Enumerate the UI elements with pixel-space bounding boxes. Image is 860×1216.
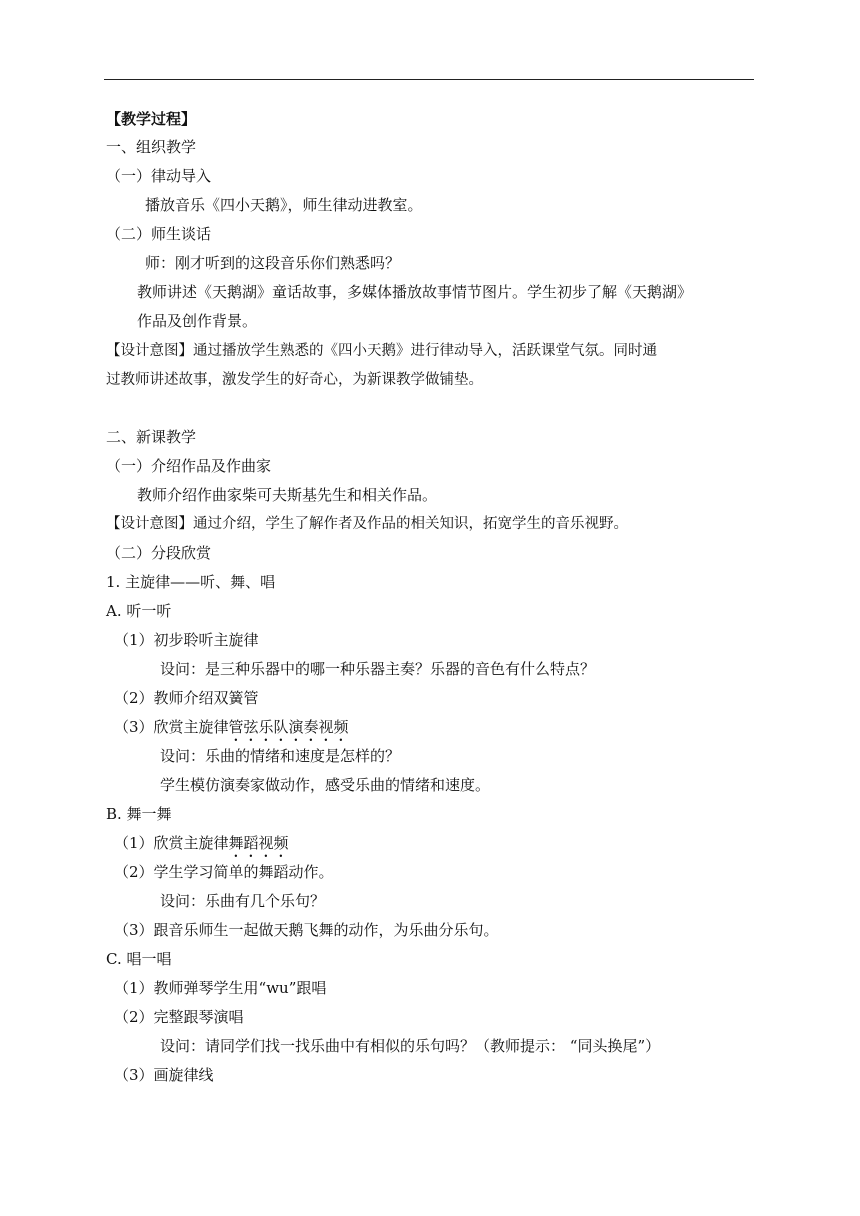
list-item: A. 听一听 (106, 602, 172, 620)
paragraph: 作品及创作背景。 (137, 312, 258, 330)
paragraph: 学生模仿演奏家做动作，感受乐曲的情绪和速度。 (160, 776, 491, 794)
design-intent: 【设计意图】通过介绍，学生了解作者及作品的相关知识，拓宽学生的音乐视野。 (106, 516, 628, 532)
list-item (114, 717, 349, 745)
subheading-segments: （二）分段欣赏 (106, 544, 212, 562)
list-item: （2）教师介绍双簧管 (114, 689, 259, 707)
subheading-rhythm-intro: （一）律动导入 (106, 167, 212, 185)
list-item: （1）初步聆听主旋律 (114, 631, 259, 649)
list-item (114, 833, 289, 861)
list-item-text: （3）欣赏主旋律 (114, 718, 229, 736)
list-item: （2）完整跟琴演唱 (114, 1008, 244, 1026)
list-item: 1. 主旋律——听、舞、唱 (106, 573, 276, 591)
emphasized-text: 管弦乐队演奏视频 (228, 718, 349, 736)
emphasized-text: 舞蹈视频 (228, 834, 289, 852)
header-rule (104, 79, 754, 80)
question: 设问：乐曲有几个乐句？ (160, 892, 326, 910)
design-intent: 【设计意图】通过播放学生熟悉的《四小天鹅》进行律动导入，活跃课堂气氛。同时通 (106, 343, 657, 359)
list-item: B. 舞一舞 (106, 805, 172, 823)
paragraph: 播放音乐《四小天鹅》，师生律动进教室。 (145, 196, 423, 214)
question: 设问：请同学们找一找乐曲中有相似的乐句吗？（教师提示： “同头换尾”） (160, 1037, 661, 1055)
question: 设问：乐曲的情绪和速度是怎样的？ (160, 747, 401, 765)
subheading-dialogue: （二）师生谈话 (106, 225, 212, 243)
list-item-text: （1）欣赏主旋律 (114, 834, 229, 852)
subheading-composer: （一）介绍作品及作曲家 (106, 457, 272, 475)
design-intent: 过教师讲述故事，激发学生的好奇心，为新课教学做铺垫。 (106, 372, 483, 388)
list-item: （3）画旋律线 (114, 1066, 214, 1084)
heading-new-lesson: 二、新课教学 (106, 428, 197, 446)
paragraph: 师：刚才听到的这段音乐你们熟悉吗？ (145, 254, 401, 272)
list-item: （1）教师弹琴学生用“wu”跟唱 (114, 979, 327, 997)
list-item: （3）跟音乐师生一起做天鹅飞舞的动作，为乐曲分乐句。 (114, 921, 499, 939)
list-item: C. 唱一唱 (106, 950, 172, 968)
paragraph: 教师介绍作曲家柴可夫斯基先生和相关作品。 (137, 486, 438, 504)
heading-organize: 一、组织教学 (106, 138, 197, 156)
paragraph: 教师讲述《天鹅湖》童话故事，多媒体播放故事情节图片。学生初步了解《天鹅湖》 (137, 283, 693, 301)
question: 设问：是三种乐器中的哪一种乐器主奏？乐器的音色有什么特点？ (160, 660, 596, 678)
section-heading: 【教学过程】 (106, 110, 197, 128)
list-item: （2）学生学习简单的舞蹈动作。 (114, 863, 334, 881)
